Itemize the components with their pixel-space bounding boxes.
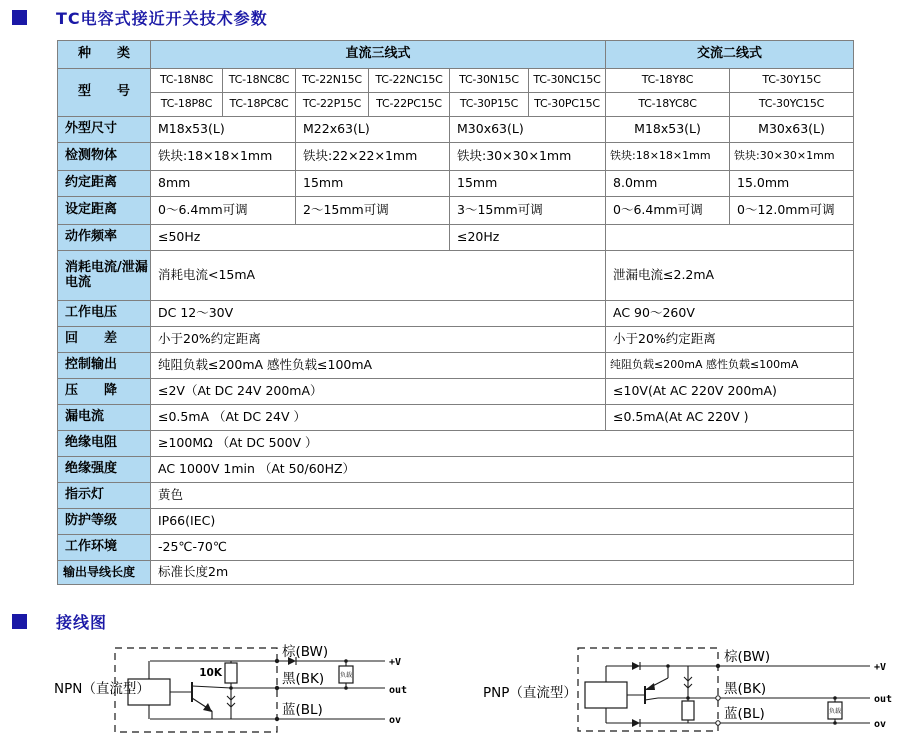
model-cell: TC-30NC15C [529, 69, 606, 93]
spec-cell: ≤0.5mA （At DC 24V ） [151, 405, 606, 431]
row-label: 约定距离 [58, 171, 151, 197]
spec-cell: 0～6.4mm可调 [151, 197, 296, 225]
row-label: 防护等级 [58, 509, 151, 535]
row-label: 指示灯 [58, 483, 151, 509]
pnp-diagram [440, 635, 900, 749]
dc-group-header: 直流三线式 [151, 41, 606, 69]
pnp-terminal-out: out [874, 694, 893, 705]
model-header: 型 号 [58, 69, 151, 117]
row-label: 控制输出 [58, 353, 151, 379]
square-bullet-icon [12, 614, 27, 629]
model-cell: TC-22PC15C [369, 93, 450, 117]
pnp-wiring-svg [440, 635, 900, 749]
spec-cell: ≤0.5mA(At AC 220V ) [606, 405, 854, 431]
model-cell: TC-18N8C [151, 69, 223, 93]
spec-cell: 标准长度2m [151, 561, 854, 585]
spec-cell: ≤20Hz [450, 225, 606, 251]
row-label: 动作频率 [58, 225, 151, 251]
model-cell: TC-22NC15C [369, 69, 450, 93]
spec-cell: 0～6.4mm可调 [606, 197, 730, 225]
params-title-text: TC电容式接近开关技术参数 [56, 9, 268, 28]
square-bullet-icon [12, 10, 27, 25]
spec-cell: M18x53(L) [606, 117, 730, 143]
row-label: 绝缘电阻 [58, 431, 151, 457]
npn-transistor-icon [170, 682, 231, 719]
spec-cell: 铁块:30×30×1mm [730, 143, 854, 171]
model-cell: TC-30PC15C [529, 93, 606, 117]
spec-cell: 3～15mm可调 [450, 197, 606, 225]
wiring-title-text: 接线图 [56, 613, 108, 632]
spec-cell: 0～12.0mm可调 [730, 197, 854, 225]
row-label: 外型尺寸 [58, 117, 151, 143]
npn-resistor-label: 10K [199, 667, 222, 679]
pnp-type-label: PNP（直流型） [483, 685, 577, 701]
pnp-wire-label-black: 黑(BK) [724, 681, 767, 697]
row-label: 设定距离 [58, 197, 151, 225]
model-cell: TC-30P15C [450, 93, 529, 117]
spec-cell: M30x63(L) [730, 117, 854, 143]
kind-header: 种 类 [58, 41, 151, 69]
spec-cell: 15mm [296, 171, 450, 197]
npn-wire-label-blue: 蓝(BL) [282, 702, 323, 718]
spec-table-container [57, 40, 854, 585]
spec-cell: 纯阻负载≤200mA 感性负载≤100mA [151, 353, 606, 379]
pnp-terminal-ov: ov [874, 719, 887, 730]
npn-terminal-out: out [389, 685, 408, 696]
npn-wire-label-black: 黑(BK) [282, 671, 325, 687]
row-label: 检测物体 [58, 143, 151, 171]
npn-wire-label-brown: 棕(BW) [282, 644, 329, 660]
npn-10k-resistor-icon [225, 661, 237, 719]
model-cell: TC-30N15C [450, 69, 529, 93]
spec-cell: 2～15mm可调 [296, 197, 450, 225]
spec-cell: IP66(IEC) [151, 509, 854, 535]
spec-cell: ≤50Hz [151, 225, 450, 251]
spec-cell: ≥100MΩ （At DC 500V ） [151, 431, 854, 457]
model-cell: TC-22N15C [296, 69, 369, 93]
npn-wiring-svg [40, 635, 430, 749]
npn-terminal-ov: ov [389, 715, 402, 726]
row-label: 回 差 [58, 327, 151, 353]
model-cell: TC-18PC8C [223, 93, 296, 117]
wiring-section-title [12, 610, 107, 633]
model-cell: TC-30Y15C [730, 69, 854, 93]
spec-cell: 小于20%约定距离 [606, 327, 854, 353]
model-cell: TC-18NC8C [223, 69, 296, 93]
spec-cell: DC 12～30V [151, 301, 606, 327]
model-cell: TC-18P8C [151, 93, 223, 117]
spec-cell: 15mm [450, 171, 606, 197]
pnp-terminal-v: +V [874, 662, 887, 673]
spec-cell: 消耗电流<15mA [151, 251, 606, 301]
spec-cell: M18x53(L) [151, 117, 296, 143]
spec-cell: -25℃-70℃ [151, 535, 854, 561]
npn-type-label: NPN（直流型） [54, 681, 150, 697]
pnp-sensor-block [585, 682, 627, 708]
spec-cell: 泄漏电流≤2.2mA [606, 251, 854, 301]
spec-cell: 15.0mm [730, 171, 854, 197]
spec-cell: 小于20%约定距离 [151, 327, 606, 353]
pnp-wire-label-blue: 蓝(BL) [724, 706, 765, 722]
pnp-wire-label-brown: 棕(BW) [724, 649, 771, 665]
model-cell: TC-18YC8C [606, 93, 730, 117]
row-label: 消耗电流/泄漏电流 [58, 251, 151, 301]
npn-diagram [40, 635, 430, 749]
spec-cell: 铁块:18×18×1mm [606, 143, 730, 171]
spec-cell: 铁块:30×30×1mm [450, 143, 606, 171]
row-label: 漏电流 [58, 405, 151, 431]
spec-cell: 8.0mm [606, 171, 730, 197]
row-label: 工作电压 [58, 301, 151, 327]
pnp-resistor-icon [682, 666, 694, 723]
params-section-title [12, 6, 268, 29]
spec-cell: 8mm [151, 171, 296, 197]
spec-cell: 铁块:18×18×1mm [151, 143, 296, 171]
spec-cell: ≤2V（At DC 24V 200mA） [151, 379, 606, 405]
spec-cell: ≤10V(At AC 220V 200mA) [606, 379, 854, 405]
spec-cell: AC 90～260V [606, 301, 854, 327]
row-label: 压 降 [58, 379, 151, 405]
npn-load-label: 负载 [339, 672, 353, 679]
npn-terminal-v: +V [389, 657, 402, 668]
pnp-load-label: 负载 [828, 708, 842, 715]
spec-cell: 黄色 [151, 483, 854, 509]
spec-cell: M22x63(L) [296, 117, 450, 143]
model-cell: TC-30YC15C [730, 93, 854, 117]
model-cell: TC-22P15C [296, 93, 369, 117]
row-label: 工作环境 [58, 535, 151, 561]
spec-cell: 纯阻负载≤200mA 感性负载≤100mA [606, 353, 854, 379]
row-label: 绝缘强度 [58, 457, 151, 483]
spec-cell [606, 225, 854, 251]
spec-cell: 铁块:22×22×1mm [296, 143, 450, 171]
spec-cell: M30x63(L) [450, 117, 606, 143]
spec-cell: AC 1000V 1min （At 50/60HZ） [151, 457, 854, 483]
spec-table [57, 40, 854, 585]
ac-group-header: 交流二线式 [606, 41, 854, 69]
model-cell: TC-18Y8C [606, 69, 730, 93]
row-label: 输出导线长度 [58, 561, 151, 585]
